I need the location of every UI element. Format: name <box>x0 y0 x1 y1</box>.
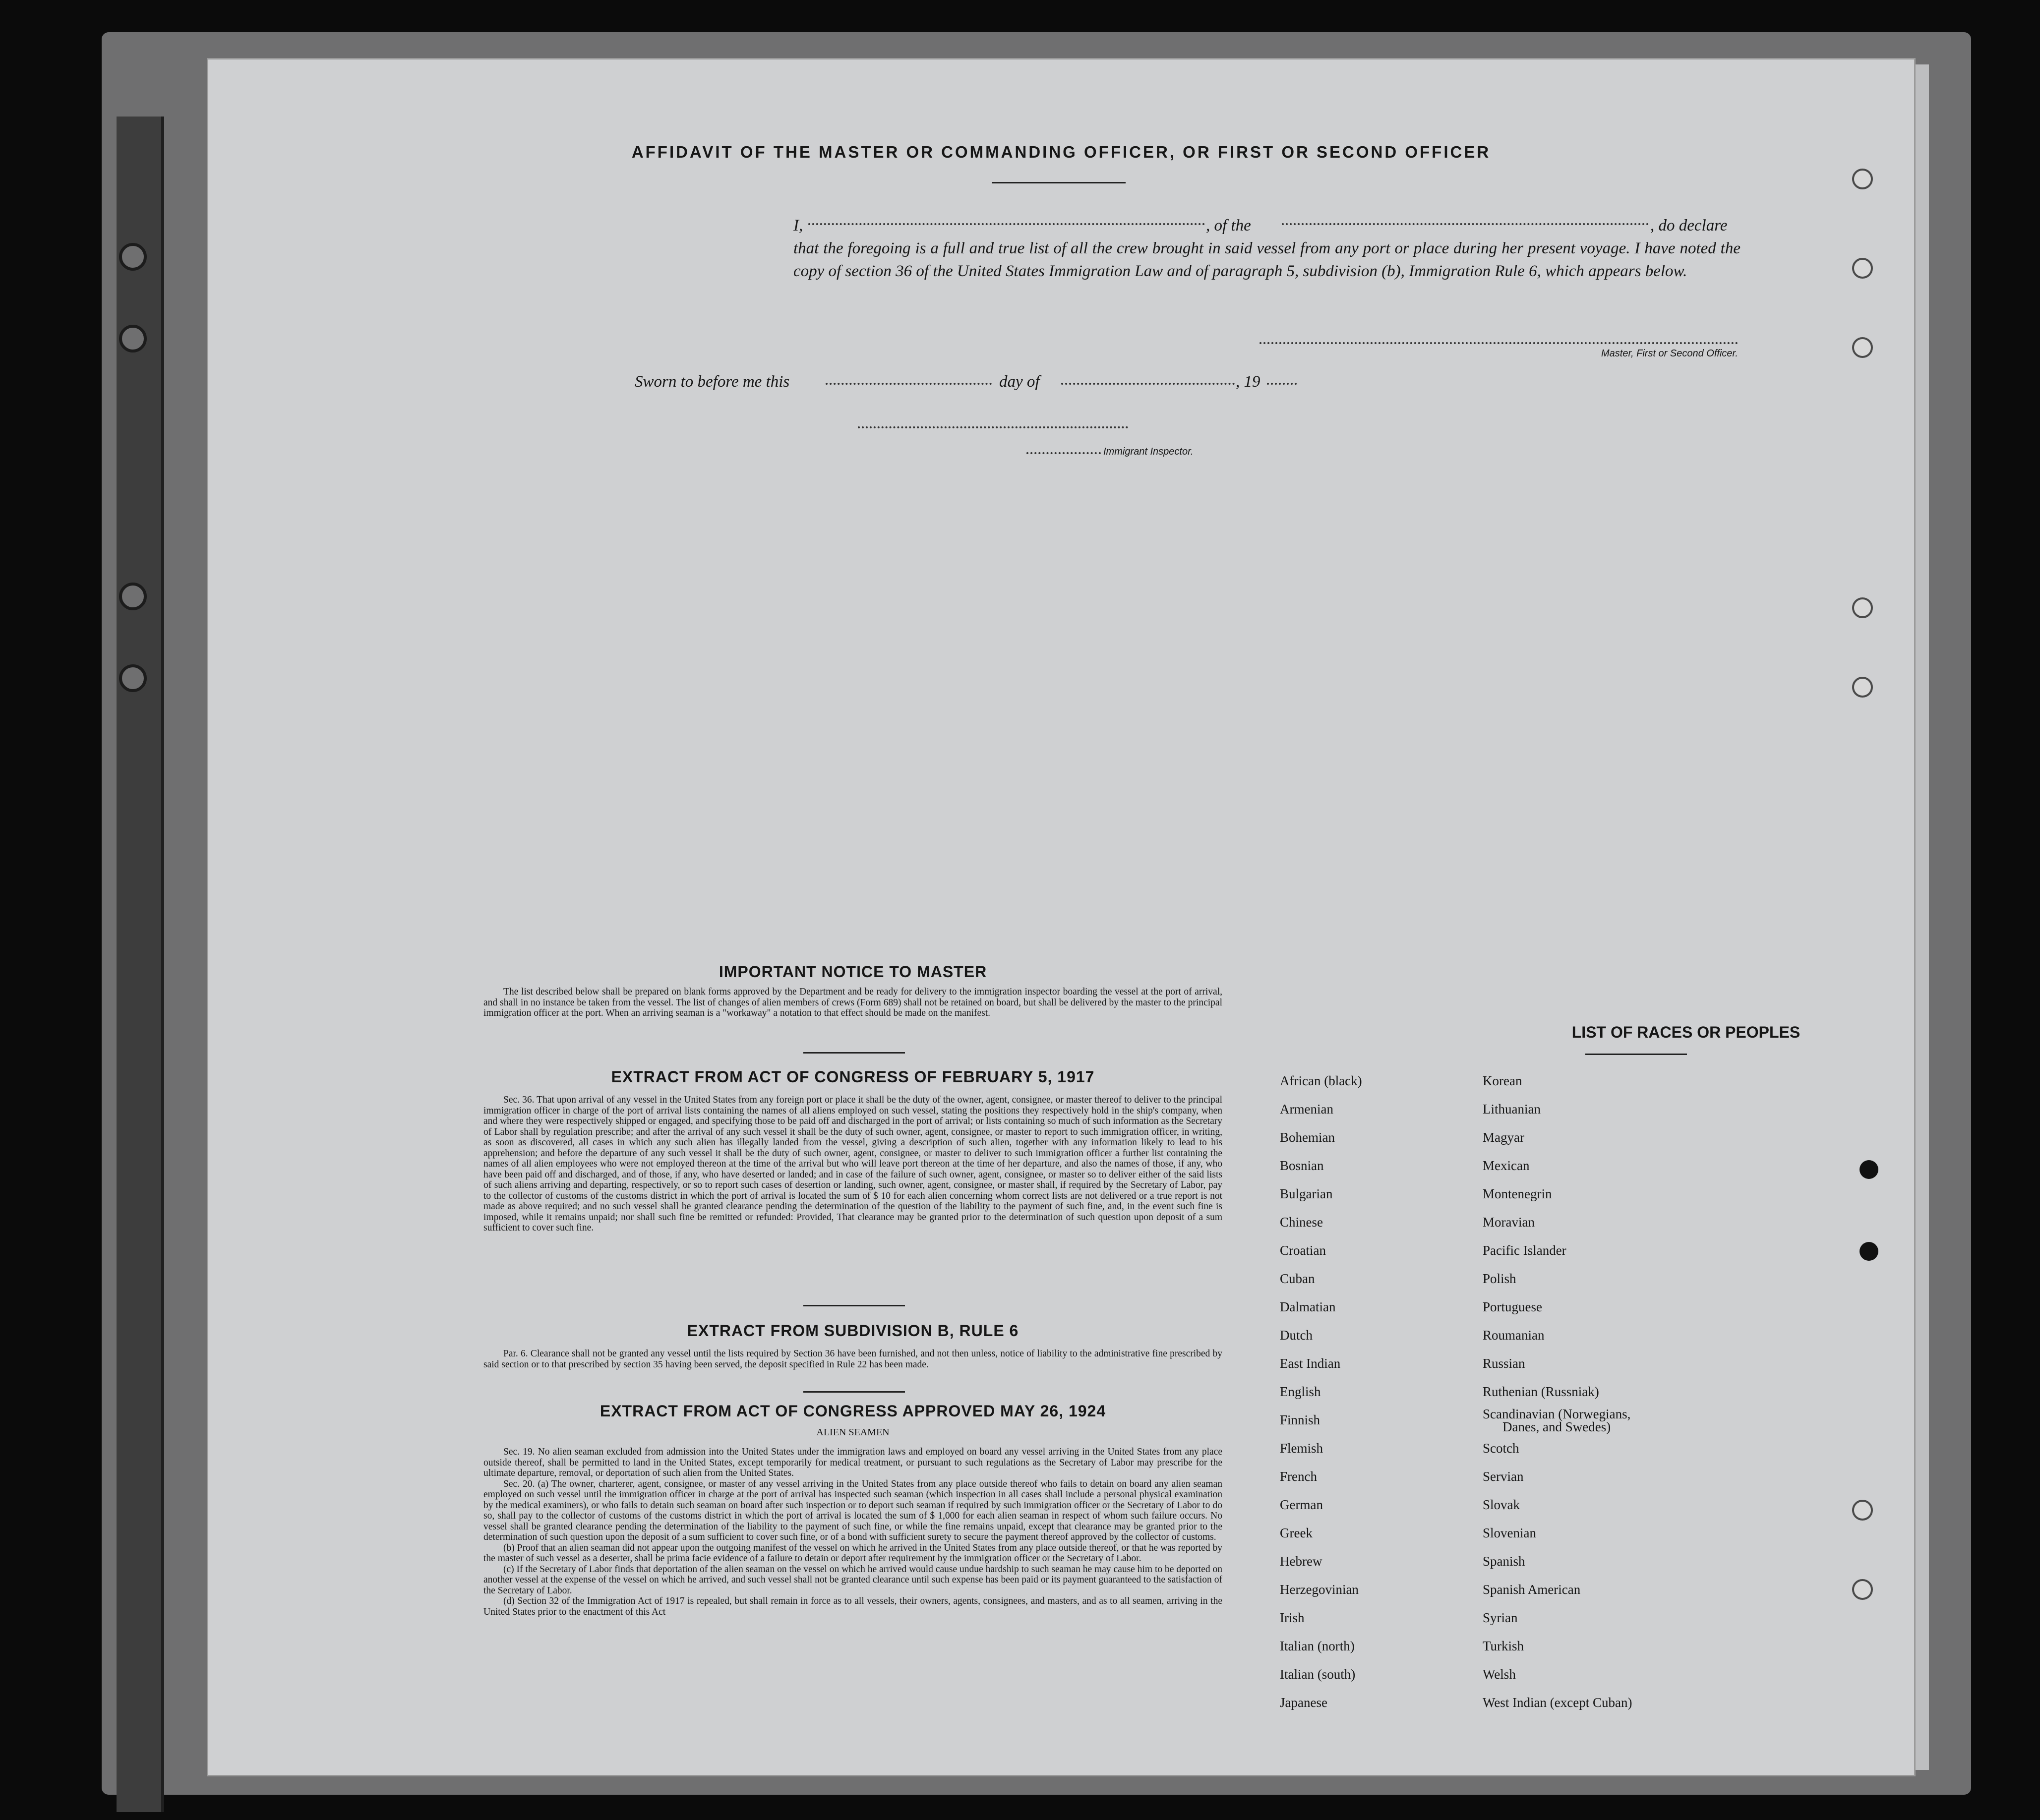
race-item: Servian <box>1483 1469 1524 1484</box>
sworn-line <box>635 373 1527 398</box>
race-item: Italian (north) <box>1280 1639 1355 1653</box>
extract-1924-text <box>483 1447 1222 1617</box>
race-item: Slovak <box>1483 1497 1520 1512</box>
race-item: Flemish <box>1280 1441 1323 1456</box>
race-item: Russian <box>1483 1356 1525 1371</box>
race-item: Portuguese <box>1483 1299 1542 1314</box>
notice-paragraph: The list described below shall be prepared on blank forms approved by the Department and be ready for delivery to the immigration inspector boarding the vessel at the port of arrival, and shall in no instance be taken from the vessel. The list of changes of alien members of crews (Form 689) shall not be retained on board, but shall be delivered by the master to the principal immigration officer at the port. When an arriving seaman is a "workaway" a notation to that effect should be made on the manifest. <box>483 987 1222 1018</box>
race-item: Scotch <box>1483 1441 1519 1456</box>
race-item: Turkish <box>1483 1639 1524 1653</box>
signature-blank[interactable] <box>1260 342 1738 344</box>
inspector-blank[interactable] <box>858 426 1128 428</box>
race-item: Danes, and Swedes) <box>1502 1419 1611 1434</box>
page-hole <box>1852 1500 1873 1521</box>
extract-1917-title: EXTRACT FROM ACT OF CONGRESS OF FEBRUARY 5, 1917 <box>611 1068 1095 1086</box>
binder-hole <box>119 664 147 692</box>
sworn-day: day of <box>999 373 1040 391</box>
notice-divider <box>803 1052 905 1054</box>
alien-seamen-subtitle: ALIEN SEAMEN <box>816 1427 890 1438</box>
page-hole <box>1852 1579 1873 1600</box>
race-item: Welsh <box>1483 1667 1516 1682</box>
race-item: Spanish American <box>1483 1582 1581 1597</box>
race-item: Dalmatian <box>1280 1299 1336 1314</box>
declaration-i: I, <box>793 217 803 235</box>
race-item: Armenian <box>1280 1102 1333 1116</box>
page-hole <box>1852 677 1873 698</box>
title-divider <box>992 182 1126 183</box>
race-item: Ruthenian (Russniak) <box>1483 1384 1599 1399</box>
inspector-lead <box>1026 452 1101 454</box>
race-item: Dutch <box>1280 1328 1313 1343</box>
race-item: Moravian <box>1483 1215 1535 1230</box>
binder-spine <box>117 117 164 1812</box>
race-item: Croatian <box>1280 1243 1326 1258</box>
race-item: West Indian (except Cuban) <box>1483 1695 1632 1710</box>
page-hole <box>1852 597 1873 618</box>
race-item: Greek <box>1280 1526 1313 1540</box>
race-item: Spanish <box>1483 1554 1525 1569</box>
race-item: French <box>1280 1469 1317 1484</box>
sworn-year: , 19 <box>1236 373 1260 391</box>
rule-6-text <box>483 1349 1222 1370</box>
race-item: Finnish <box>1280 1412 1320 1427</box>
rule-6-paragraph: Par. 6. Clearance shall not be granted any vessel until the lists required by Section 36 have been furnished, and not then unless, notice of liability to the administrative fine prescribed by said section or to that prescribed by section 35 having been served, the deposit specified in Rule 22 has been made. <box>483 1349 1222 1370</box>
section-20d-paragraph: (d) Section 32 of the Immigration Act of 1917 is repealed, but shall remain in force as to all vessels, their owners, agents, consignees, and masters, and as to all seamen, arriving in the United States prior to the enactment of this Act <box>483 1596 1222 1617</box>
binder-hole <box>119 243 147 271</box>
section-36-paragraph: Sec. 36. That upon arrival of any vessel in the United States from any foreign port or place it shall be the duty of the owner, agent, consignee, or master thereof to deliver to the principal immigration officer in charge of the port of arrival lists containing the names of all aliens employed on such vessel, stating the positions they respectively hold in the ship's company, when and where they were respectively shipped or engaged, and specifying those to be paid off and discharged in the port of arrival; or lists containing so much of such information as the Secretary of Labor shall by regulation prescribe; and after the arrival of any such vessel it shall be the duty of such owner, agent, consignee, or master to report to such immigration officer, in writing, as soon as discovered, all cases in which any such alien has illegally landed from the vessel, giving a description of such alien, together with any information likely to lead to his apprehension; and before the departure of any such vessel it shall be the duty of such owner, agent, consignee, or master to deliver to such immigration officer a further list containing the names of all alien employees who were not employed thereon at the time of the arrival but who will leave port thereon at the time of her departure, and also the names of those, if any, who have been paid off and discharged, and of those, if any, who have deserted or landed; and in case of the failure of such owner, agent, consignee, or master so to deliver either of the said lists of such aliens arriving and departing, respectively, or so to report such cases of desertion or landing, such owner, agent, consignee, or master shall, if required by the Secretary of Labor, pay to the collector of customs of the customs district in which the port of arrival is located the sum of $ 10 for each alien concerning whom correct lists are not delivered or a true report is not made as above required; and no such vessel shall be granted clearance pending the determination of the question of the liability to the payment of such fine, and, in the event such fine is imposed, while it remains unpaid; nor shall such fine be remitted or refunded: Provided, That clearance may be granted prior to the determination of such question upon deposit of a sum sufficient to cover such fine. <box>483 1095 1222 1233</box>
race-item: Chinese <box>1280 1215 1323 1230</box>
races-divider <box>1585 1054 1687 1055</box>
race-item: Cuban <box>1280 1271 1315 1286</box>
punch-dot <box>1860 1242 1878 1261</box>
vessel-blank[interactable] <box>1282 223 1649 225</box>
declaration-of: , of the <box>1206 217 1251 235</box>
binder-hole <box>119 583 147 610</box>
race-item: Syrian <box>1483 1610 1518 1625</box>
page-hole <box>1852 258 1873 279</box>
sworn-prefix: Sworn to before me this <box>635 373 790 391</box>
section-20c-paragraph: (c) If the Secretary of Labor finds that deportation of the alien seaman on the vessel on which he arrived would cause undue hardship to such seaman he may cause him to be deported on another vessel at the expense of the vessel on which he arrived, and such vessel shall not be granted clearance until such expense has been paid or its payment guaranteed to the satisfaction of the Secretary of Labor. <box>483 1564 1222 1596</box>
affidavit-title: AFFIDAVIT OF THE MASTER OR COMMANDING OFFICER, OR FIRST OR SECOND OFFICER <box>631 143 1491 161</box>
race-item: Korean <box>1483 1073 1522 1088</box>
race-item: Slovenian <box>1483 1526 1536 1540</box>
document-page <box>208 59 1914 1775</box>
race-item: Montenegrin <box>1483 1186 1552 1201</box>
inspector-label: Immigrant Inspector. <box>1103 446 1194 457</box>
punch-dot <box>1860 1160 1878 1179</box>
race-item: Hebrew <box>1280 1554 1322 1569</box>
race-item: East Indian <box>1280 1356 1341 1371</box>
sworn-year-blank[interactable] <box>1267 383 1297 385</box>
race-item: African (black) <box>1280 1073 1362 1088</box>
race-item: Japanese <box>1280 1695 1327 1710</box>
race-item: Magyar <box>1483 1130 1524 1145</box>
extract-1924-title: EXTRACT FROM ACT OF CONGRESS APPROVED MAY 26, 1924 <box>600 1402 1106 1420</box>
notice-title: IMPORTANT NOTICE TO MASTER <box>719 963 987 981</box>
race-item: Bohemian <box>1280 1130 1335 1145</box>
race-item: Italian (south) <box>1280 1667 1356 1682</box>
declaration-body: that the foregoing is a full and true list of all the crew brought in said vessel from any port or place during her present voyage. I have noted the copy of section 36 of the United States Immigration Law and of paragraph 5, subdivision (b), Immigration Rule 6, which appears below. <box>793 239 1740 280</box>
extract-1917-divider <box>803 1305 905 1306</box>
section-19-paragraph: Sec. 19. No alien seaman excluded from admission into the United States under the immigration laws and employed on board any vessel arriving in the United States from any place outside thereof, shall be permitted to land in the United States, except temporarily for medical treatment, or pursuant to such regulations as the Secretary of Labor may prescribe for the ultimate departure, removal, or deportation of such alien from the United States. <box>483 1447 1222 1478</box>
race-item: Bosnian <box>1280 1158 1324 1173</box>
signature-label: Master, First or Second Officer. <box>1601 348 1738 359</box>
sworn-month-blank[interactable] <box>1061 383 1235 385</box>
rule-6-title: EXTRACT FROM SUBDIVISION B, RULE 6 <box>687 1322 1019 1340</box>
declaration-line <box>793 214 1740 237</box>
sworn-date-blank[interactable] <box>826 383 992 385</box>
notice-text <box>483 987 1222 1019</box>
race-item: Pacific Islander <box>1483 1243 1566 1258</box>
race-item: Herzegovinian <box>1280 1582 1359 1597</box>
section-20a-paragraph: Sec. 20. (a) The owner, charterer, agent, consignee, or master of any vessel arriving in the United States from any place outside thereof who fails to detain on board any alien seaman employed on such vessel until the immigration officer in charge at the port of arrival has inspected such seaman (which inspection in all cases shall include a personal physical examination by the medical examiners), or who fails to detain such seaman on board after such inspection or to deport such seaman if required by such immigration officer or the Secretary of Labor to do so, shall pay to the collector of customs of the customs district in which the port of arrival is located the sum of $ 1,000 for each alien seaman in respect of whom such failure occurs. No vessel shall be granted clearance pending the determination of the liability to the payment of such fine, or while the fine remains unpaid, except that clearance may be granted prior to the determination of such question upon the deposit of a sum sufficient to cover such fine, or of a bond with sufficient surety to secure the payment thereof approved by the collector of customs. <box>483 1478 1222 1542</box>
declaration-declare: , do declare <box>1650 217 1728 235</box>
page-hole <box>1852 169 1873 189</box>
race-item: Scandinavian (Norwegians, <box>1483 1407 1631 1421</box>
race-item: Irish <box>1280 1610 1305 1625</box>
race-item: Roumanian <box>1483 1328 1545 1343</box>
name-blank[interactable] <box>808 223 1205 225</box>
race-item: English <box>1280 1384 1321 1399</box>
section-20b-paragraph: (b) Proof that an alien seaman did not appear upon the outgoing manifest of the vessel on which he arrived in the United States from any place outside thereof, or that he was reported by the master of such vessel as a deserter, shall be prima facie evidence of a failure to detain or deport after requirement by the immigration officer or the Secretary of Labor. <box>483 1542 1222 1564</box>
race-item: Polish <box>1483 1271 1516 1286</box>
race-item: German <box>1280 1497 1323 1512</box>
binder-hole <box>119 325 147 352</box>
race-item: Bulgarian <box>1280 1186 1333 1201</box>
races-title: LIST OF RACES OR PEOPLES <box>1571 1023 1800 1041</box>
race-item: Lithuanian <box>1483 1102 1541 1116</box>
rule-6-divider <box>803 1391 905 1393</box>
race-item: Mexican <box>1483 1158 1530 1173</box>
page-hole <box>1852 337 1873 358</box>
extract-1917-text <box>483 1095 1222 1233</box>
